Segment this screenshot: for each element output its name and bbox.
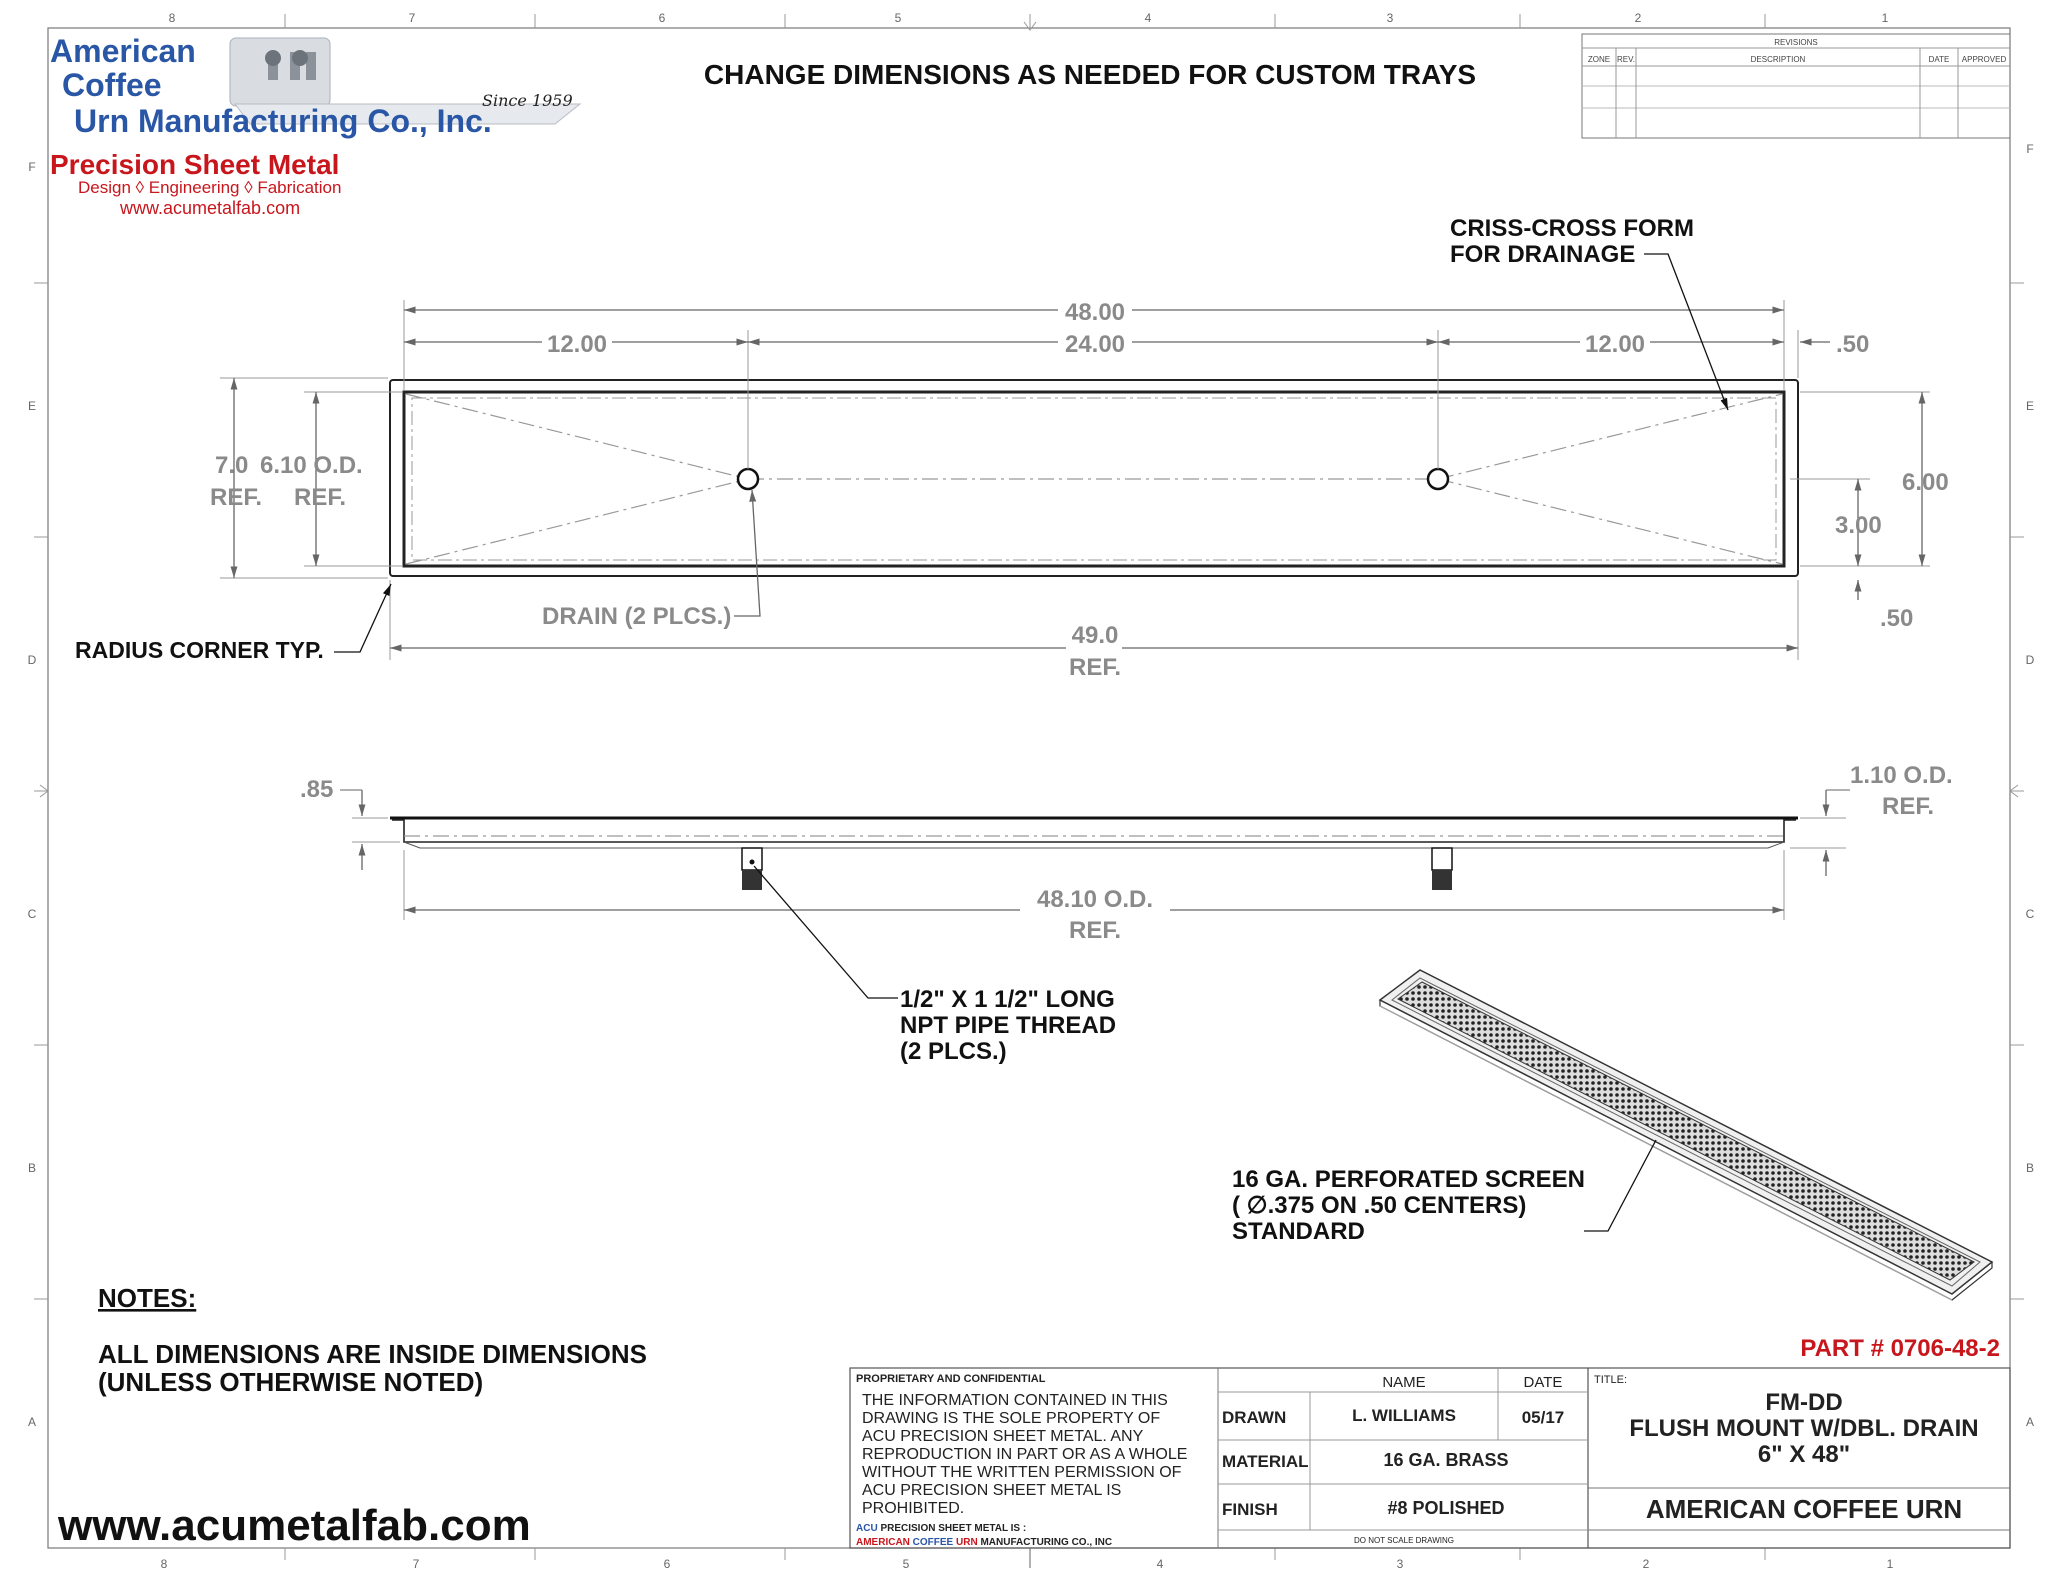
col-label: 6 (658, 11, 666, 25)
title-block (850, 1368, 2010, 1548)
row-label: A (27, 1415, 37, 1429)
col-label: 1 (1881, 11, 1889, 25)
logo-line-2: Coffee (62, 67, 162, 103)
drawing-title-2: FLUSH MOUNT W/DBL. DRAIN (1629, 1415, 1979, 1442)
proprietary-heading: PROPRIETARY AND CONFIDENTIAL (856, 1373, 1046, 1385)
finish-label: FINISH (1222, 1500, 1278, 1519)
notes-line-2: (UNLESS OTHERWISE NOTED) (98, 1367, 484, 1397)
revisions-col: REV. (1617, 55, 1635, 64)
dim-half-width: 3.00 (1835, 512, 1882, 539)
screen-label-3: STANDARD (1232, 1218, 1365, 1245)
dim-od-length: 48.10 O.D. (1036, 886, 1154, 913)
logo-url[interactable]: www.acumetalfab.com (120, 198, 301, 218)
criss-cross-label-2: FOR DRAINAGE (1450, 241, 1636, 268)
dim-tray-depth: .85 (300, 776, 334, 803)
pipe-label-2: NPT PIPE THREAD (900, 1012, 1117, 1039)
proprietary-line: WITHOUT THE WRITTEN PERMISSION OF (862, 1464, 1182, 1481)
dim-inner-height-ref: REF. (294, 484, 347, 511)
drawing-title-1: FM-DD (1765, 1389, 1843, 1416)
logo-line-1: American (50, 33, 196, 69)
revisions-col: ZONE (1587, 55, 1611, 64)
row-label: E (2025, 399, 2035, 413)
dim-drain-spacing: 24.00 (1064, 331, 1126, 358)
col-label: 1 (1886, 1557, 1894, 1571)
date-header: DATE (1523, 1374, 1563, 1391)
logo-line-3: Urn Manufacturing Co., Inc. (74, 103, 492, 139)
dim-od-length-ref: REF. (1068, 917, 1122, 944)
title-label: TITLE: (1594, 1374, 1628, 1386)
proprietary-line: REPRODUCTION IN PART OR AS A WHOLE (862, 1446, 1188, 1463)
row-label: F (28, 160, 36, 174)
col-label: 3 (1396, 1557, 1404, 1571)
acu-company: AMERICAN COFFEE URN MANUFACTURING CO., INC (856, 1537, 1113, 1548)
proprietary-line: ACU PRECISION SHEET METAL. ANY (862, 1428, 1144, 1445)
row-label: E (27, 399, 37, 413)
proprietary-line: DRAWING IS THE SOLE PROPERTY OF (862, 1410, 1161, 1427)
col-label: 5 (902, 1557, 910, 1571)
radius-corner-label: RADIUS CORNER TYP. (75, 637, 324, 663)
dim-inner-height: 6.10 O.D. (260, 452, 363, 479)
dim-left-offset: 12.00 (546, 331, 608, 358)
isometric-view (1380, 970, 1992, 1300)
col-label: 7 (408, 11, 416, 25)
criss-cross-label-1: CRISS-CROSS FORM (1450, 215, 1695, 242)
proprietary-line: PROHIBITED. (862, 1500, 965, 1517)
pipe-thread-left (742, 848, 762, 890)
name-header: NAME (1382, 1374, 1426, 1391)
col-label: 2 (1634, 11, 1642, 25)
col-label: 8 (168, 11, 176, 25)
dim-outer-depth: 1.10 O.D. (1850, 762, 1953, 789)
row-label: F (2026, 142, 2034, 156)
header-title: CHANGE DIMENSIONS AS NEEDED FOR CUSTOM TRAYS (703, 59, 1477, 90)
drawn-label: DRAWN (1222, 1408, 1287, 1427)
revisions-table (1582, 34, 2010, 138)
pipe-thread-right (1432, 848, 1452, 890)
drawing-title-3: 6" X 48" (1757, 1441, 1851, 1468)
do-not-scale-note: DO NOT SCALE DRAWING (1353, 1536, 1455, 1545)
drawn-name: L. WILLIAMS (1352, 1406, 1456, 1425)
row-label: B (27, 1161, 37, 1175)
drawn-date: 05/17 (1521, 1408, 1565, 1427)
proprietary-line: ACU PRECISION SHEET METAL IS (862, 1482, 1122, 1499)
dim-outer-height: 7.0 (215, 452, 249, 479)
material-label: MATERIAL (1222, 1452, 1309, 1471)
footer-url[interactable]: www.acumetalfab.com (58, 1501, 531, 1550)
screen-label-2: ( ∅.375 ON .50 CENTERS) (1232, 1192, 1527, 1219)
proprietary-line: THE INFORMATION CONTAINED IN THIS (862, 1392, 1168, 1409)
row-label: D (27, 653, 37, 667)
company-name: AMERICAN COFFEE URN (1645, 1494, 1963, 1524)
pipe-label-1: 1/2" X 1 1/2" LONG (900, 986, 1115, 1013)
pipe-label-3: (2 PLCS.) (900, 1038, 1007, 1065)
dim-inner-width: 6.00 (1902, 469, 1949, 496)
logo-since: Since 1959 (482, 91, 573, 110)
col-label: 5 (894, 11, 902, 25)
material-value: 16 GA. BRASS (1383, 1450, 1509, 1470)
row-label: D (2025, 653, 2035, 667)
dim-ref-length-ref: REF. (1068, 654, 1122, 681)
revisions-col: DESCRIPTION (1750, 55, 1806, 64)
drain-label: DRAIN (2 PLCS.) (542, 603, 732, 630)
row-label: B (2025, 1161, 2035, 1175)
col-label: 7 (412, 1557, 420, 1571)
col-label: 2 (1642, 1557, 1650, 1571)
dim-outer-height-ref: REF. (210, 484, 263, 511)
col-label: 3 (1386, 11, 1394, 25)
col-label: 4 (1144, 11, 1152, 25)
dim-flange-top: .50 (1836, 331, 1870, 358)
dim-ref-length: 49.0 (1071, 622, 1119, 649)
top-view (75, 215, 1949, 681)
acu-statement: ACU PRECISION SHEET METAL IS : (856, 1523, 1027, 1534)
screen-label-1: 16 GA. PERFORATED SCREEN (1232, 1166, 1585, 1193)
logo-services: Design ◊ Engineering ◊ Fabrication (78, 178, 342, 197)
row-label: A (2025, 1415, 2035, 1429)
dim-overall-length: 48.00 (1064, 299, 1126, 326)
notes-heading: NOTES: (98, 1283, 197, 1313)
company-logo (50, 33, 580, 218)
finish-value: #8 POLISHED (1387, 1498, 1505, 1518)
col-label: 6 (663, 1557, 671, 1571)
dim-flange-bottom: .50 (1880, 605, 1914, 632)
revisions-col: APPROVED (1961, 55, 2007, 64)
notes-line-1: ALL DIMENSIONS ARE INSIDE DIMENSIONS (98, 1339, 647, 1369)
logo-tagline: Precision Sheet Metal (50, 149, 340, 180)
row-label: C (27, 907, 37, 921)
dim-outer-depth-ref: REF. (1882, 793, 1935, 820)
revisions-col: DATE (1928, 55, 1950, 64)
side-view (300, 762, 1953, 1065)
revisions-title: REVISIONS (1774, 38, 1818, 47)
col-label: 8 (160, 1557, 168, 1571)
part-number: PART # 0706-48-2 (1800, 1335, 2000, 1362)
dim-right-offset: 12.00 (1584, 331, 1646, 358)
row-label: C (2025, 907, 2035, 921)
col-label: 4 (1156, 1557, 1164, 1571)
